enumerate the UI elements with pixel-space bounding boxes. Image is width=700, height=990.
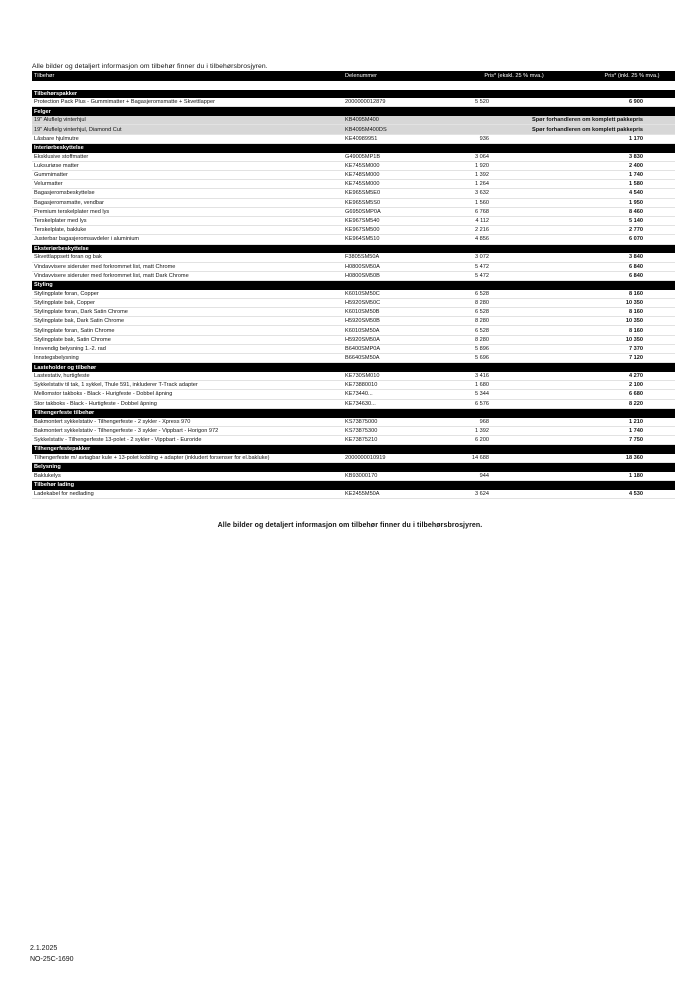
table-row xyxy=(32,490,675,499)
part-number: KE734630... xyxy=(345,400,376,407)
table-row xyxy=(32,162,675,171)
price-inc-vat: 1 170 xyxy=(629,135,643,142)
accessory-name: Sykkelstativ - Tilhengerfeste 13-polet - 2 sykler - Vippbart - Euroride xyxy=(34,436,202,443)
price-inc-vat: 4 270 xyxy=(629,373,643,380)
accessory-name: Stylingplate foran, Copper xyxy=(34,290,99,297)
price-inc-vat: 8 160 xyxy=(629,290,643,297)
table-row xyxy=(32,317,675,326)
accessory-name: Bagasjeromsbeskyttelse xyxy=(34,190,95,197)
price-ex-vat: 14 688 xyxy=(471,454,489,461)
price-inc-vat: 4 540 xyxy=(629,190,643,197)
table-row xyxy=(32,135,675,144)
part-number: KE748SM000 xyxy=(345,172,380,179)
accessory-name: Justerbar bagasjeromsavdeler i aluminium xyxy=(34,236,140,243)
footer-note: Alle bilder og detaljert informasjon om tilbehør finner du i tilbehørsbrosjyren. xyxy=(217,522,483,529)
price-ex-vat: 6 576 xyxy=(475,400,489,407)
header-price-inc-vat: Pris* (inkl. 25 % mva.) xyxy=(604,72,660,79)
part-number: 2000000012879 xyxy=(345,99,386,106)
price-ex-vat: 3 416 xyxy=(475,373,489,380)
table-row xyxy=(32,372,675,381)
document-meta xyxy=(30,943,74,965)
section-title: Interiørbeskyttelse xyxy=(34,145,84,152)
price-inc-vat: 1 210 xyxy=(629,418,643,425)
price-ex-vat: 1 392 xyxy=(475,172,489,179)
part-number: KE745SM000 xyxy=(345,181,380,188)
price-ex-vat: 1 560 xyxy=(475,199,489,206)
part-number: K6010SM50C xyxy=(345,290,380,297)
part-number: K6010SM50A xyxy=(345,327,380,334)
price-ex-vat: 2 216 xyxy=(475,227,489,234)
price-inc-vat: 6 680 xyxy=(629,391,643,398)
price-ex-vat: 8 280 xyxy=(475,299,489,306)
price-ex-vat: 4 856 xyxy=(475,236,489,243)
part-number: KE965SM5E0 xyxy=(345,190,381,197)
accessory-name: Stylingplate bak, Copper xyxy=(34,299,95,306)
part-number: KE965SM5S0 xyxy=(345,199,381,206)
price-inc-vat: 10 350 xyxy=(625,336,643,343)
price-ex-vat: 944 xyxy=(479,472,489,479)
accessory-name: Stylingplate bak, Satin Chrome xyxy=(34,336,111,343)
header-accessory: Tilbehør xyxy=(34,72,55,79)
accessory-name: Stylingplate foran, Dark Satin Chrome xyxy=(34,309,128,316)
accessory-name: Vindavvisere sideruter med forkrommet list, matt Dark Chrome xyxy=(34,272,189,279)
table-header xyxy=(32,71,675,81)
part-number: F3805SM50A xyxy=(345,254,380,261)
accessory-name: 19" Aluflelg vinterhjul xyxy=(34,117,86,124)
accessory-name: Eksklusive stoffmatter xyxy=(34,153,89,160)
accessory-name: Låsbare hjulmutre xyxy=(34,135,79,142)
table-row xyxy=(32,381,675,390)
section-header xyxy=(32,90,675,99)
accessory-name: Stor takboks - Black - Hurtigfeste - Dobbel åpning xyxy=(34,400,157,407)
accessory-name: Baklukelys xyxy=(34,472,61,479)
price-inc-vat: 7 370 xyxy=(629,345,643,352)
price-inc-vat: 6 070 xyxy=(629,236,643,243)
price-ex-vat: 5 472 xyxy=(475,263,489,270)
accessory-name: Ladekabel for nedlading xyxy=(34,490,94,497)
section-title: Lasteholder og tilbehør xyxy=(34,364,97,371)
section-title: Tilhengerfeste tilbehør xyxy=(34,410,95,417)
price-ex-vat: 5 896 xyxy=(475,345,489,352)
table-row xyxy=(32,125,675,134)
price-inc-vat: 1 740 xyxy=(629,427,643,434)
price-ex-vat: 5 520 xyxy=(475,99,489,106)
part-number: KE964SM510 xyxy=(345,236,380,243)
table-row xyxy=(32,116,675,125)
table-row xyxy=(32,235,675,244)
price-inc-vat: 6 840 xyxy=(629,272,643,279)
accessory-name: Vindavvisere sideruter med forkrommet list, matt Chrome xyxy=(34,263,176,270)
part-number: H5920SM50C xyxy=(345,299,381,306)
part-number: KS73875000 xyxy=(345,418,378,425)
table-row xyxy=(32,345,675,354)
price-ex-vat: 5 472 xyxy=(475,272,489,279)
table-row xyxy=(32,217,675,226)
part-number: KE2455M50A xyxy=(345,490,380,497)
accessory-name: Stylingplate foran, Satin Chrome xyxy=(34,327,115,334)
accessory-name: Innvendig belysning 1.-2. rad xyxy=(34,345,106,352)
section-header xyxy=(32,245,675,254)
accessory-name: Mellomstor takboks - Black - Hurigfeste - Dobbel åpning xyxy=(34,391,173,398)
table-row xyxy=(32,171,675,180)
table-row xyxy=(32,153,675,162)
price-inc-vat: 3 840 xyxy=(629,254,643,261)
section-title: Tilbehør lading xyxy=(34,482,74,489)
accessory-name: Velurmatter xyxy=(34,181,63,188)
price-inc-vat: 1 950 xyxy=(629,199,643,206)
table-row xyxy=(32,226,675,235)
price-ex-vat: 1 920 xyxy=(475,162,489,169)
section-header xyxy=(32,481,675,490)
price-ex-vat: 1 264 xyxy=(475,181,489,188)
accessory-name: Premium terskelplater med lys xyxy=(34,208,110,215)
part-number: G49005MP1B xyxy=(345,153,381,160)
price-inc-vat: 4 530 xyxy=(629,490,643,497)
document-date: 2.1.2025 xyxy=(30,945,58,952)
price-inc-vat: 18 360 xyxy=(625,454,643,461)
part-number: KE745SM000 xyxy=(345,162,380,169)
price-inc-vat: 6 840 xyxy=(629,263,643,270)
section-header xyxy=(32,445,675,454)
accessory-name: Innstegsbelysning xyxy=(34,355,79,362)
table-row xyxy=(32,98,675,107)
table-row xyxy=(32,290,675,299)
accessory-name: Bakmontert sykkelstativ - Tilhengerfeste - 3 sykler - Vippbart - Horigon 972 xyxy=(34,427,219,434)
accessory-price-table xyxy=(32,71,675,499)
part-number: B6640SM50A xyxy=(345,355,380,362)
part-number: KE967SM540 xyxy=(345,218,380,225)
accessory-name: Bagasjeromsmatte, vendbar xyxy=(34,199,104,206)
part-number: H0800SM50B xyxy=(345,272,380,279)
table-row xyxy=(32,308,675,317)
price-inc-vat: 7 120 xyxy=(629,355,643,362)
document-code: NO-25C-1690 xyxy=(30,956,74,963)
price-inc-vat: Spør forhandleren om komplett pakkepris xyxy=(532,117,643,124)
section-title: Tilbehørspakker xyxy=(34,90,78,97)
table-row xyxy=(32,189,675,198)
part-number: KB93000170 xyxy=(345,472,378,479)
section-title: Eksteriørbeskyttelse xyxy=(34,245,89,252)
price-ex-vat: 6 528 xyxy=(475,327,489,334)
table-row xyxy=(32,336,675,345)
price-inc-vat: 1 180 xyxy=(629,472,643,479)
table-row xyxy=(32,418,675,427)
price-ex-vat: 5 696 xyxy=(475,355,489,362)
price-inc-vat: 2 770 xyxy=(629,227,643,234)
price-ex-vat: 6 528 xyxy=(475,309,489,316)
part-number: G6950SMP0A xyxy=(345,208,381,215)
table-row xyxy=(32,253,675,262)
price-inc-vat: Spør forhandleren om komplett pakkepris xyxy=(532,126,643,133)
price-ex-vat: 8 280 xyxy=(475,318,489,325)
price-inc-vat: 3 830 xyxy=(629,153,643,160)
part-number: KE730SM010 xyxy=(345,373,380,380)
section-title: Styling xyxy=(34,282,53,289)
table-row xyxy=(32,299,675,308)
table-row xyxy=(32,472,675,481)
price-inc-vat: 2 400 xyxy=(629,162,643,169)
part-number: KE73440... xyxy=(345,391,373,398)
table-row xyxy=(32,326,675,335)
intro-text: Alle bilder og detaljert informasjon om tilbehør finner du i tilbehørsbrosjyren. xyxy=(32,63,268,70)
part-number: B6400SMP0A xyxy=(345,345,381,352)
accessory-name: Lastestativ, hurtigfeste xyxy=(34,373,90,380)
section-title: Tilhengerfestepakker xyxy=(34,446,91,453)
accessory-name: Stylingplate bak, Dark Satin Chrome xyxy=(34,318,125,325)
header-part-number: Delenummer xyxy=(345,72,378,79)
accessory-name: 19" Aluflelg vinterhjul, Diamond Cut xyxy=(34,126,122,133)
part-number: KS73875300 xyxy=(345,427,378,434)
section-header xyxy=(32,409,675,418)
price-inc-vat: 1 580 xyxy=(629,181,643,188)
table-row xyxy=(32,390,675,399)
price-ex-vat: 3 064 xyxy=(475,153,489,160)
section-header xyxy=(32,144,675,153)
price-ex-vat: 6 200 xyxy=(475,436,489,443)
table-row xyxy=(32,180,675,189)
price-ex-vat: 936 xyxy=(479,135,489,142)
accessory-name: Luksuriøse matter xyxy=(34,162,79,169)
accessory-name: Gummimatter xyxy=(34,172,68,179)
table-row xyxy=(32,263,675,272)
price-ex-vat: 1 680 xyxy=(475,382,489,389)
price-ex-vat: 6 768 xyxy=(475,208,489,215)
table-body xyxy=(32,90,675,500)
part-number: H5920SM50B xyxy=(345,318,380,325)
accessory-name: Tilhengerfeste m/ avtagbar kule + 13-polet kobling + adapter (inkludert forsenser for el.bakluke) xyxy=(34,454,270,461)
table-row xyxy=(32,454,675,463)
accessory-name: Bakmontert sykkelstativ - Tilhengerfeste - 2 sykler - Xpress 970 xyxy=(34,418,191,425)
part-number: KB4095M400 xyxy=(345,117,379,124)
part-number: H5920SM50A xyxy=(345,336,380,343)
price-ex-vat: 8 280 xyxy=(475,336,489,343)
part-number: KE73880010 xyxy=(345,382,378,389)
table-row xyxy=(32,354,675,363)
price-ex-vat: 1 392 xyxy=(475,427,489,434)
accessory-name: Sykkelstativ til tak, 1 sykkel, Thule 591, inkluderer T-Track adapter xyxy=(34,382,198,389)
section-header xyxy=(32,107,675,116)
price-ex-vat: 4 112 xyxy=(475,218,489,225)
price-ex-vat: 968 xyxy=(479,418,489,425)
price-inc-vat: 8 160 xyxy=(629,309,643,316)
table-row xyxy=(32,208,675,217)
part-number: KE73875210 xyxy=(345,436,378,443)
header-price-ex-vat: Pris* (ekskl. 25 % mva.) xyxy=(484,72,544,79)
price-inc-vat: 8 460 xyxy=(629,208,643,215)
part-number: KE40989951 xyxy=(345,135,378,142)
price-inc-vat: 10 350 xyxy=(625,299,643,306)
price-inc-vat: 2 100 xyxy=(629,382,643,389)
accessory-name: Terskelplate, bakluke xyxy=(34,227,87,234)
price-inc-vat: 6 900 xyxy=(629,99,643,106)
accessory-name: Terskelplater med lys xyxy=(34,218,87,225)
price-ex-vat: 5 344 xyxy=(475,391,489,398)
table-row xyxy=(32,436,675,445)
part-number: KB4095M400DS xyxy=(345,126,387,133)
section-header xyxy=(32,463,675,472)
price-ex-vat: 3 632 xyxy=(475,190,489,197)
price-inc-vat: 1 740 xyxy=(629,172,643,179)
price-inc-vat: 10 350 xyxy=(625,318,643,325)
price-ex-vat: 6 528 xyxy=(475,290,489,297)
part-number: KE967SM500 xyxy=(345,227,380,234)
section-title: Belysning xyxy=(34,464,61,471)
table-row xyxy=(32,272,675,281)
part-number: 2000000010919 xyxy=(345,454,386,461)
part-number: H0800SM50A xyxy=(345,263,380,270)
section-header xyxy=(32,363,675,372)
price-ex-vat: 3 072 xyxy=(475,254,489,261)
section-title: Felger xyxy=(34,108,51,115)
part-number: K6010SM50B xyxy=(345,309,380,316)
price-inc-vat: 8 220 xyxy=(629,400,643,407)
table-row xyxy=(32,199,675,208)
price-inc-vat: 5 140 xyxy=(629,218,643,225)
accessory-name: Protection Pack Plus - Gummimatter + Bagasjeromsmatte + Skvettlapper xyxy=(34,99,215,106)
section-header xyxy=(32,281,675,290)
table-row xyxy=(32,400,675,409)
price-ex-vat: 3 624 xyxy=(475,490,489,497)
accessory-name: Skvettlappsett foran og bak xyxy=(34,254,102,261)
price-inc-vat: 7 750 xyxy=(629,436,643,443)
price-inc-vat: 8 160 xyxy=(629,327,643,334)
table-row xyxy=(32,427,675,436)
